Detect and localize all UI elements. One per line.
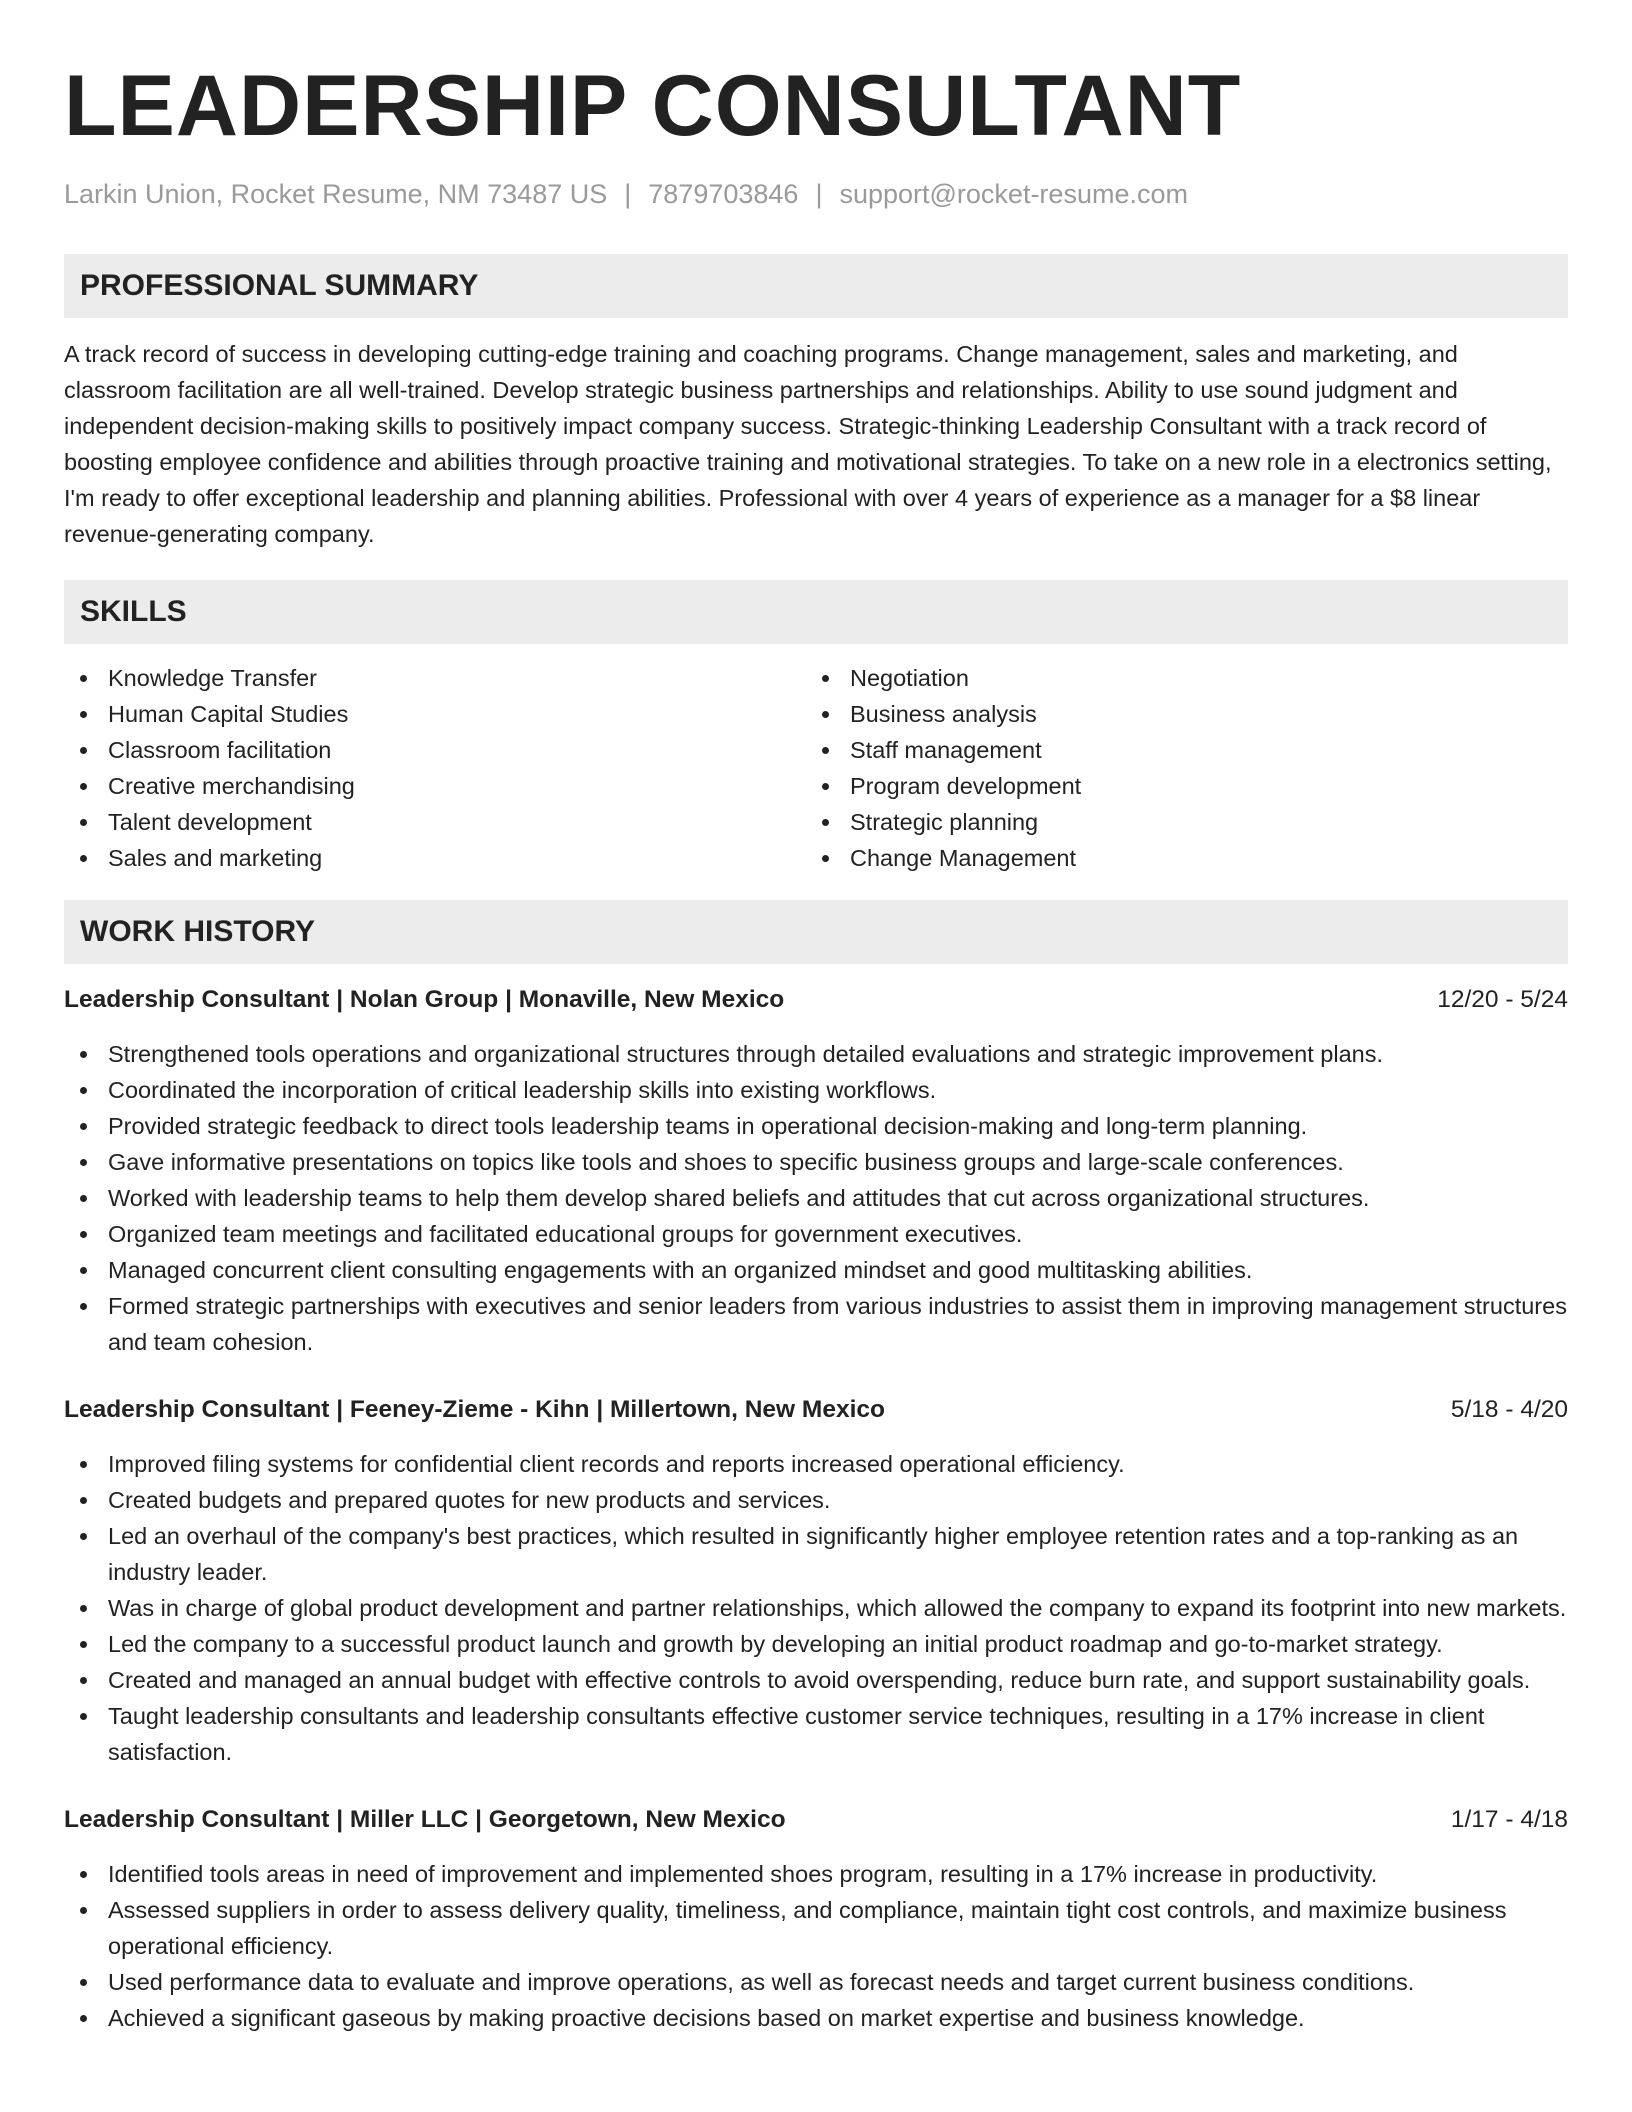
skill-item: Knowledge Transfer: [64, 660, 806, 696]
contact-phone: 7879703846: [648, 179, 799, 209]
skill-item: Staff management: [806, 732, 1548, 768]
job-bullets: [64, 1446, 1568, 1770]
job-bullet: Managed concurrent client consulting engagements with an organized mindset and good multitasking abilities.: [64, 1252, 1568, 1288]
job-dates: 12/20 - 5/24: [1437, 986, 1568, 1013]
job-bullet: Created and managed an annual budget with effective controls to avoid overspending, reduce burn rate, and support sustainability goals.: [64, 1662, 1568, 1698]
job-bullet: Used performance data to evaluate and improve operations, as well as forecast needs and target current business conditions.: [64, 1964, 1568, 2000]
skills-grid: [64, 660, 1568, 876]
job-bullet: Strengthened tools operations and organizational structures through detailed evaluations and strategic improvement plans.: [64, 1036, 1568, 1072]
job-bullet: Created budgets and prepared quotes for new products and services.: [64, 1482, 1568, 1518]
job-bullet: Formed strategic partnerships with executives and senior leaders from various industries to assist them in improving management structures and team cohesion.: [64, 1288, 1568, 1360]
job-bullet: Provided strategic feedback to direct tools leadership teams in operational decision-making and long-term planning.: [64, 1108, 1568, 1144]
job-dates: 1/17 - 4/18: [1450, 1806, 1568, 1833]
skill-item: Talent development: [64, 804, 806, 840]
skill-item: Business analysis: [806, 696, 1548, 732]
skill-item: Negotiation: [806, 660, 1548, 696]
skills-heading: SKILLS: [64, 580, 1568, 644]
job-entry: [64, 982, 1568, 1360]
job-header: [64, 1802, 1568, 1838]
job-bullet: Coordinated the incorporation of critical leadership skills into existing workflows.: [64, 1072, 1568, 1108]
job-bullet: Gave informative presentations on topics like tools and shoes to specific business groups and large-scale conferences.: [64, 1144, 1568, 1180]
job-bullet: Led the company to a successful product launch and growth by developing an initial product roadmap and go-to-market strategy.: [64, 1626, 1568, 1662]
job-title: Leadership Consultant | Nolan Group | Monaville, New Mexico: [64, 986, 785, 1013]
job-title: Leadership Consultant | Miller LLC | Georgetown, New Mexico: [64, 1806, 786, 1833]
job-title: Leadership Consultant | Feeney-Zieme - Kihn | Millertown, New Mexico: [64, 1396, 885, 1423]
skills-column-right: [806, 660, 1548, 876]
job-bullet: Assessed suppliers in order to assess delivery quality, timeliness, and compliance, maintain tight cost controls, and maximize business operational efficiency.: [64, 1892, 1568, 1964]
job-bullet: Organized team meetings and facilitated educational groups for government executives.: [64, 1216, 1568, 1252]
work-history-heading: WORK HISTORY: [64, 900, 1568, 964]
work-history-section: [64, 900, 1568, 2036]
job-bullet: Achieved a significant gaseous by making proactive decisions based on market expertise and business knowledge.: [64, 2000, 1568, 2036]
skills-section: [64, 580, 1568, 876]
job-header: [64, 982, 1568, 1018]
job-bullet: Improved filing systems for confidential client records and reports increased operational efficiency.: [64, 1446, 1568, 1482]
job-bullet: Was in charge of global product development and partner relationships, which allowed the company to expand its footprint into new markets.: [64, 1590, 1568, 1626]
job-entry: [64, 1392, 1568, 1770]
job-bullets: [64, 1036, 1568, 1360]
skills-column-left: [64, 660, 806, 876]
skill-item: Creative merchandising: [64, 768, 806, 804]
skill-item: Classroom facilitation: [64, 732, 806, 768]
job-bullet: Worked with leadership teams to help them develop shared beliefs and attitudes that cut across organizational structures.: [64, 1180, 1568, 1216]
job-bullet: Taught leadership consultants and leadership consultants effective customer service techniques, resulting in a 17% increase in client satisfaction.: [64, 1698, 1568, 1770]
contact-address: Larkin Union, Rocket Resume, NM 73487 US: [64, 179, 608, 209]
contact-email: support@rocket-resume.com: [839, 179, 1188, 209]
summary-heading: PROFESSIONAL SUMMARY: [64, 254, 1568, 318]
job-bullet: Led an overhaul of the company's best practices, which resulted in significantly higher employee retention rates and a top-ranking as an industry leader.: [64, 1518, 1568, 1590]
skill-item: Human Capital Studies: [64, 696, 806, 732]
contact-line: [64, 176, 1568, 212]
job-bullets: [64, 1856, 1568, 2036]
job-dates: 5/18 - 4/20: [1450, 1396, 1568, 1423]
skill-item: Strategic planning: [806, 804, 1548, 840]
job-header: [64, 1392, 1568, 1428]
skill-item: Program development: [806, 768, 1548, 804]
summary-section: [64, 254, 1568, 552]
contact-separator: |: [624, 179, 632, 209]
skill-item: Sales and marketing: [64, 840, 806, 876]
page-title: LEADERSHIP CONSULTANT: [64, 58, 1242, 154]
summary-text: A track record of success in developing cutting-edge training and coaching programs. Change management, sales and marketing, and classroom facilitation are all well-trained. Develop strategic business partnerships and relationships. Ability to use sound judgment and independent decision-making skills to positively impact company success. Strategic-thinking Leadership Consultant with a track record of boosting employee confidence and abilities through proactive training and motivational strategies. To take on a new role in a electronics setting, I'm ready to offer exceptional leadership and planning abilities. Professional with over 4 years of experience as a manager for a $8 linear revenue-generating company.: [64, 341, 1552, 547]
skill-item: Change Management: [806, 840, 1548, 876]
job-bullet: Identified tools areas in need of improvement and implemented shoes program, resulting in a 17% increase in productivity.: [64, 1856, 1568, 1892]
contact-separator: |: [815, 179, 823, 209]
job-entry: [64, 1802, 1568, 2036]
